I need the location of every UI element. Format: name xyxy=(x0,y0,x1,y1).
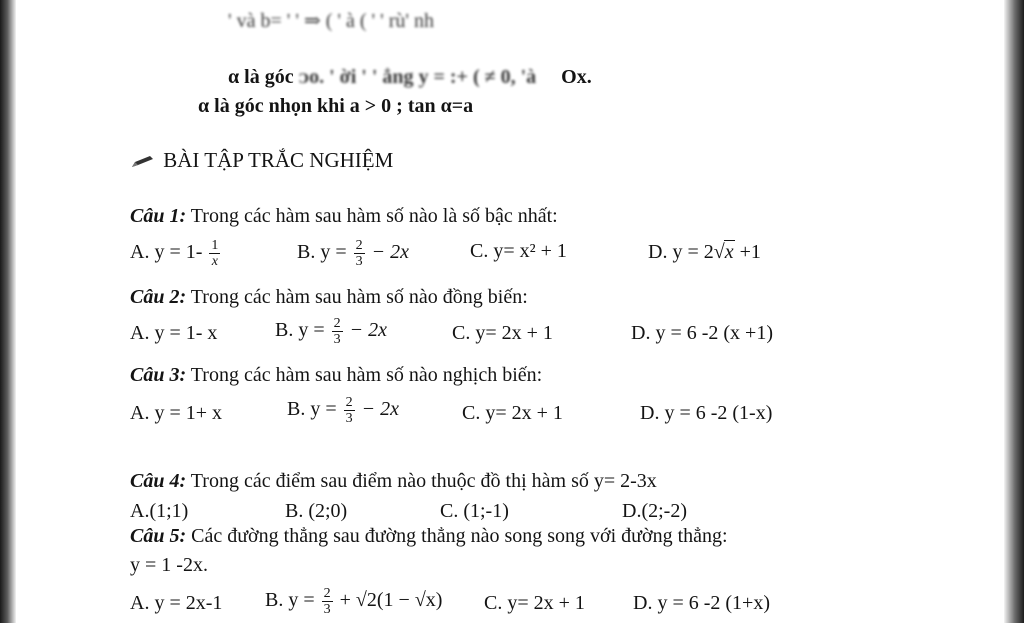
question-5 xyxy=(130,525,728,548)
question-1-option-c[interactable]: C. y= x² + 1 xyxy=(470,240,567,262)
question-2-option-a[interactable]: A. y = 1- x xyxy=(130,322,218,344)
q2-b-numerator: 2 xyxy=(333,316,341,331)
question-5-option-a[interactable]: A. y = 2x-1 xyxy=(130,592,223,614)
q2-b-denominator: 3 xyxy=(333,332,341,347)
q3-b-fraction xyxy=(344,395,355,426)
question-3-text: Trong các hàm sau hàm số nào nghịch biến: xyxy=(190,364,543,386)
theory-line-2 xyxy=(228,66,592,89)
q1-a-numerator: 1 xyxy=(211,238,219,253)
question-4 xyxy=(130,470,657,493)
question-1-option-d[interactable]: D. y = 2√x +1 xyxy=(648,241,761,263)
q5-b-suffix: + √2(1 − √x) xyxy=(339,589,443,612)
question-2-text: Trong các hàm sau hàm số nào đồng biến: xyxy=(190,286,528,308)
q3-b-denominator: 3 xyxy=(345,411,353,426)
question-4-option-d[interactable]: D.(2;-2) xyxy=(622,500,687,522)
question-2-option-b[interactable] xyxy=(275,316,387,347)
question-5-option-c[interactable]: C. y= 2x + 1 xyxy=(484,592,585,614)
q2-b-suffix: − 2x xyxy=(349,319,387,342)
q5-b-fraction xyxy=(322,586,333,617)
q5-b-numerator: 2 xyxy=(323,586,331,601)
question-5-option-d[interactable]: D. y = 6 -2 (1+x) xyxy=(633,592,770,614)
q1-b-fraction xyxy=(354,238,365,269)
q1-b-prefix: B. y = xyxy=(297,241,347,264)
question-2 xyxy=(130,286,528,309)
question-3-option-c[interactable]: C. y= 2x + 1 xyxy=(462,402,563,424)
q3-b-suffix: − 2x xyxy=(361,398,399,421)
q3-b-prefix: B. y = xyxy=(287,398,337,421)
question-1-label: Câu 1: xyxy=(130,205,187,227)
section-heading xyxy=(130,148,393,175)
page-shadow-right xyxy=(1004,0,1024,623)
q1-b-numerator: 2 xyxy=(355,238,363,253)
question-3 xyxy=(130,364,542,387)
question-4-label: Câu 4: xyxy=(130,470,187,492)
theory-line-2-end: Ox. xyxy=(561,66,592,88)
question-3-option-a[interactable]: A. y = 1+ x xyxy=(130,402,223,424)
question-4-option-a[interactable]: A.(1;1) xyxy=(130,500,189,522)
theory-line-1: ' và b= ' ' ⇒ ( ' à ( ' ' rù' nh xyxy=(228,10,434,32)
question-1-text: Trong các hàm sau hàm số nào là số bậc nhất: xyxy=(190,205,558,227)
q3-b-numerator: 2 xyxy=(345,395,353,410)
question-4-text: Trong các điểm sau điểm nào thuộc đồ thị hàm số y= 2-3x xyxy=(190,470,657,492)
q1-a-fraction xyxy=(209,238,220,269)
theory-line-3: α là góc nhọn khi a > 0 ; tan α=a xyxy=(198,95,474,117)
q1-a-denominator: x xyxy=(211,254,218,269)
question-1-option-b[interactable] xyxy=(297,238,409,269)
question-2-option-d[interactable]: D. y = 6 -2 (x +1) xyxy=(631,322,773,344)
q5-b-denominator: 3 xyxy=(323,602,331,617)
question-5-label: Câu 5: xyxy=(130,525,187,547)
q5-b-prefix: B. y = xyxy=(265,589,315,612)
q1-d-prefix: D. y = 2 xyxy=(648,241,714,263)
question-5-option-b[interactable] xyxy=(265,586,442,617)
q1-d-suffix: +1 xyxy=(739,241,761,263)
question-1-option-a[interactable] xyxy=(130,238,222,269)
question-3-option-b[interactable] xyxy=(287,395,399,426)
question-5-text: Các đường thẳng sau đường thẳng nào song song với đường thẳng: xyxy=(191,525,728,547)
page-shadow-left xyxy=(0,0,16,623)
question-3-label: Câu 3: xyxy=(130,364,187,386)
question-1 xyxy=(130,205,558,228)
q1-b-suffix: − 2x xyxy=(371,241,409,264)
q1-d-radicand: x xyxy=(724,241,734,263)
question-2-label: Câu 2: xyxy=(130,286,187,308)
q1-b-denominator: 3 xyxy=(355,254,363,269)
question-3-option-d[interactable]: D. y = 6 -2 (1-x) xyxy=(640,402,773,424)
question-2-option-c[interactable]: C. y= 2x + 1 xyxy=(452,322,553,344)
pencil-icon xyxy=(130,150,154,175)
question-5-line-2: y = 1 -2x. xyxy=(130,554,208,576)
theory-line-2-mid: ᴐo. ' ời ' ' ẳng y = :+ ( ≠ 0, 'à xyxy=(298,66,537,88)
section-title: BÀI TẬP TRẮC NGHIỆM xyxy=(163,148,394,172)
question-4-option-b[interactable]: B. (2;0) xyxy=(285,500,348,522)
q2-b-fraction xyxy=(332,316,343,347)
q2-b-prefix: B. y = xyxy=(275,319,325,342)
question-4-option-c[interactable]: C. (1;-1) xyxy=(440,500,509,522)
q1-a-prefix: A. y = 1- xyxy=(130,241,203,264)
theory-line-2-start: α là góc xyxy=(228,66,294,88)
